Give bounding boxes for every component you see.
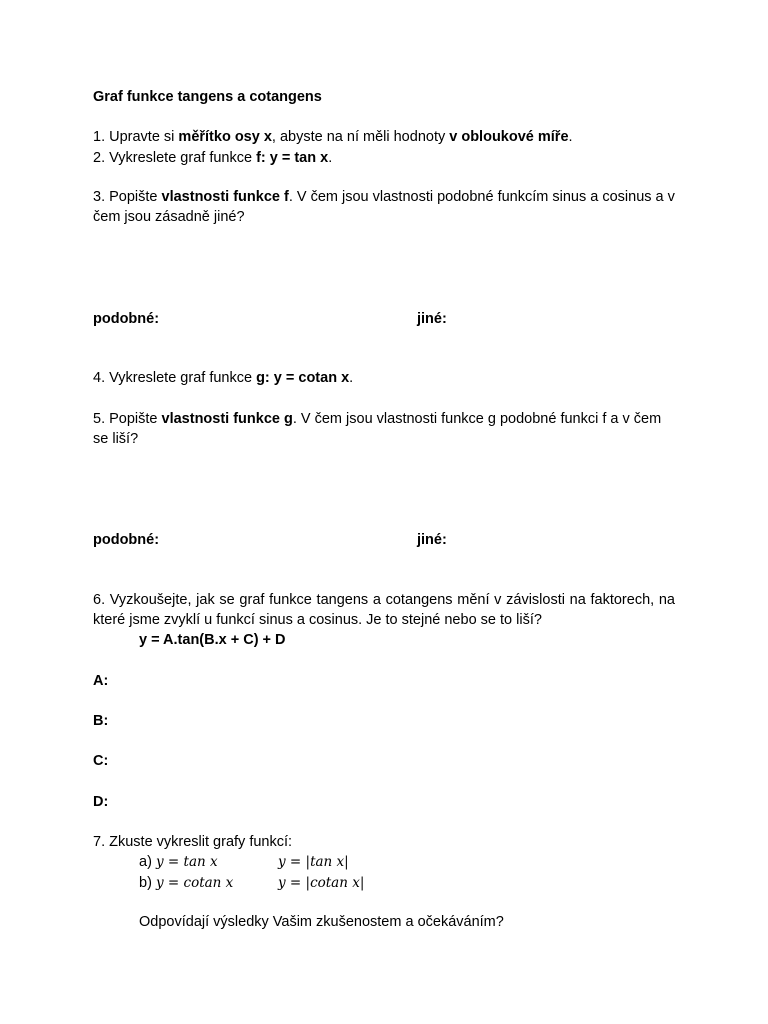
param-d-label: D: [93,794,109,810]
question-7-prompt: Odpovídají výsledky Vašim zkušenostem a očekáváním? [139,914,504,930]
question-2: 2. Vykreslete graf funkce f: y = tan x. [93,150,333,166]
question-7: 7. Zkuste vykreslit grafy funkcí: [93,834,293,850]
formula-cotan: y = cotan x [156,875,234,891]
question-6: 6. Vyzkoušejte, jak se graf funkce tangens a cotangens mění v závislosti na faktorech, na které jsme zvyklí u funkcí sinus a cosinus. Je to stejné nebo se to liší? [93,592,675,628]
question-4: 4. Vykreslete graf funkce g: y = cotan x. [93,370,354,386]
function-row-a: a) y = tan x y = |tan x| [139,854,349,870]
formula-abs-cotan: y = |cotan x| [278,875,365,891]
question-1: 1. Upravte si měřítko osy x, abyste na ní měli hodnoty v obloukové míře. [93,129,573,145]
different-label-1: jiné: [417,311,447,327]
formula-abs-tan: y = |tan x| [278,854,349,870]
question-5: 5. Popište vlastnosti funkce g. V čem jsou vlastnosti funkce g podobné funkci f a v čem se liší? [93,411,662,447]
formula: y = A.tan(B.x + C) + D [139,632,286,648]
question-3: 3. Popište vlastnosti funkce f. V čem jsou vlastnosti podobné funkcím sinus a cosinus a v čem jsou zásadně jiné? [93,189,675,225]
param-c-label: C: [93,753,109,769]
function-row-b: b) y = cotan x y = |cotan x| [139,875,365,891]
param-a-label: A: [93,673,109,689]
similar-label-2: podobné: [93,532,160,548]
similar-label-1: podobné: [93,311,160,327]
param-b-label: B: [93,713,109,729]
different-label-2: jiné: [417,532,447,548]
document-title: Graf funkce tangens a cotangens [93,89,322,105]
formula-tan: y = tan x [156,854,218,870]
